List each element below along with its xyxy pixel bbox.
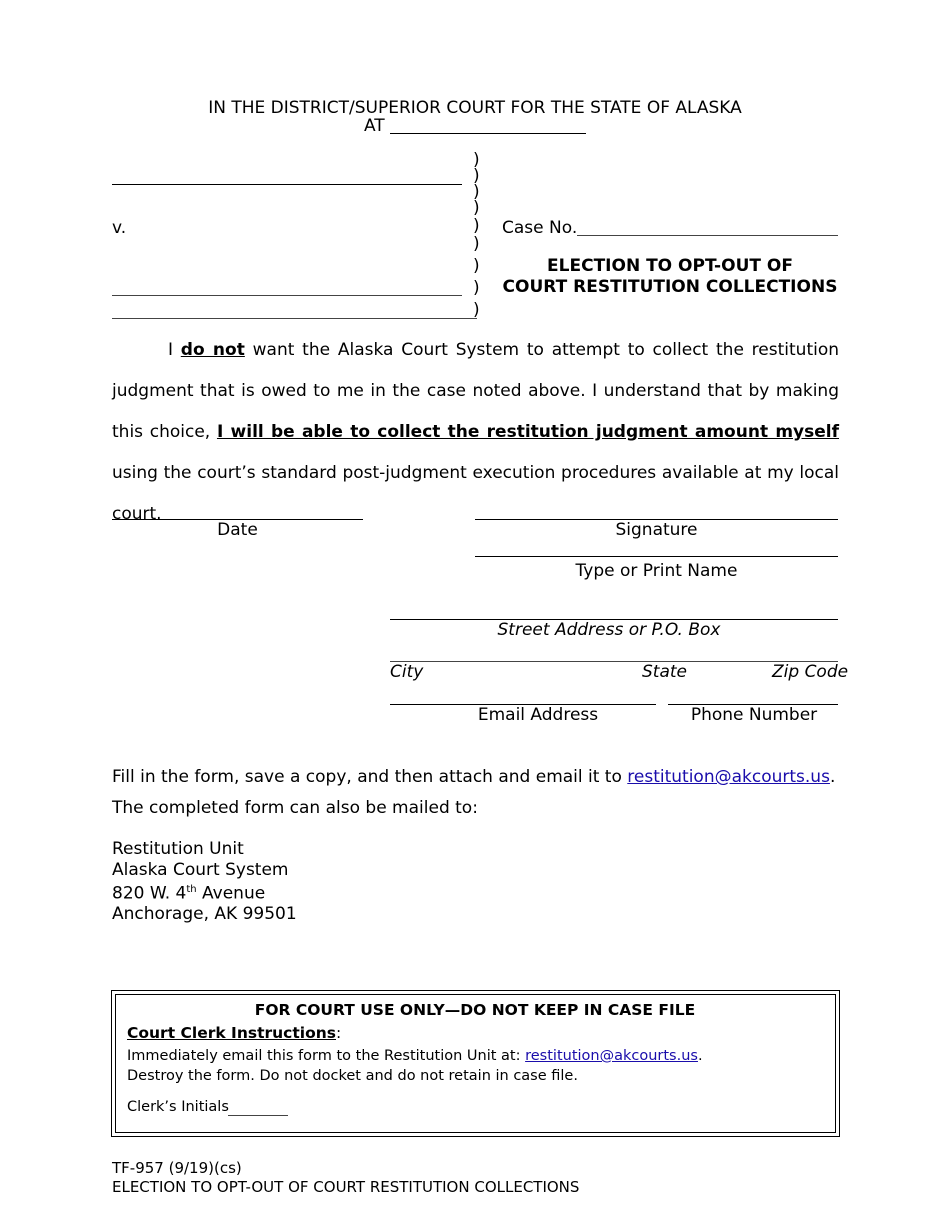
form-id: TF-957 (9/19)(cs) [112,1159,242,1177]
defendant-name-field-2[interactable] [112,318,477,319]
form-title-line2: COURT RESTITUTION COLLECTIONS [502,277,838,297]
clerk-email-link[interactable]: restitution@akcourts.us [525,1048,698,1064]
caption-paren: ) [473,300,480,320]
address-line: Restitution Unit [112,839,244,859]
clerk-instruction-line2: Destroy the form. Do not docket and do not retain in case file. [127,1068,578,1084]
city-state-zip-field[interactable] [390,661,838,662]
caption-paren: ) [473,198,480,218]
court-use-title: FOR COURT USE ONLY—DO NOT KEEP IN CASE FILE [254,1001,696,1019]
address-line: 820 W. 4th Avenue [112,883,266,904]
clerk-instructions-heading: Court Clerk Instructions: [127,1024,342,1042]
court-heading: IN THE DISTRICT/SUPERIOR COURT FOR THE STATE OF ALASKA [208,98,742,118]
state-label: State [642,662,687,682]
email-instructions: Fill in the form, save a copy, and then attach and email it to restitution@akcourts.us. [112,767,836,787]
caption-paren: ) [473,278,480,298]
address-line: Anchorage, AK 99501 [112,904,297,925]
street-address-label: Street Address or P.O. Box [497,620,721,640]
print-name-label: Type or Print Name [575,561,738,581]
email-address-label: Email Address [477,705,599,725]
date-label: Date [217,520,258,540]
case-no-label: Case No. [502,218,578,238]
opt-out-statement: I do not want the Alaska Court System to attempt to collect the restitution judgment that is owed to me in the case noted above. I understand that by making this choice, I will be able to collect the restitution judgment amount myself using the court’s standard post-judgment execution procedures available at my local court. [112,340,840,524]
caption-paren: ) [473,150,480,170]
zip-code-label: Zip Code [772,662,849,682]
defendant-name-field[interactable] [112,295,462,296]
versus-label: v. [112,218,127,238]
phone-number-label: Phone Number [690,705,818,725]
caption-paren: ) [473,256,480,276]
plaintiff-name-field[interactable] [112,184,462,185]
caption-paren: ) [473,234,480,254]
mail-instructions: The completed form can also be mailed to: [112,798,478,818]
mailing-address [112,839,297,925]
clerk-initials-field[interactable] [228,1115,288,1116]
city-label: City [390,662,424,682]
footer-form-title: ELECTION TO OPT-OUT OF COURT RESTITUTION COLLECTIONS [112,1178,580,1196]
restitution-email-link[interactable]: restitution@akcourts.us [627,767,830,787]
at-location-field[interactable] [390,133,586,134]
caption-paren: ) [473,166,480,186]
at-label: AT [364,116,385,136]
address-line: Alaska Court System [112,859,289,880]
signature-label: Signature [615,520,698,540]
caption-paren: ) [473,216,480,236]
clerk-initials-label: Clerk’s Initials [127,1099,229,1115]
caption-paren: ) [473,182,480,202]
form-title-line1: ELECTION TO OPT-OUT OF [547,256,793,276]
court-use-box [111,990,840,1137]
case-no-field[interactable] [577,235,838,236]
print-name-field[interactable] [475,556,838,557]
clerk-instruction-line1: Immediately email this form to the Restitution Unit at: restitution@akcourts.us. [127,1048,703,1064]
